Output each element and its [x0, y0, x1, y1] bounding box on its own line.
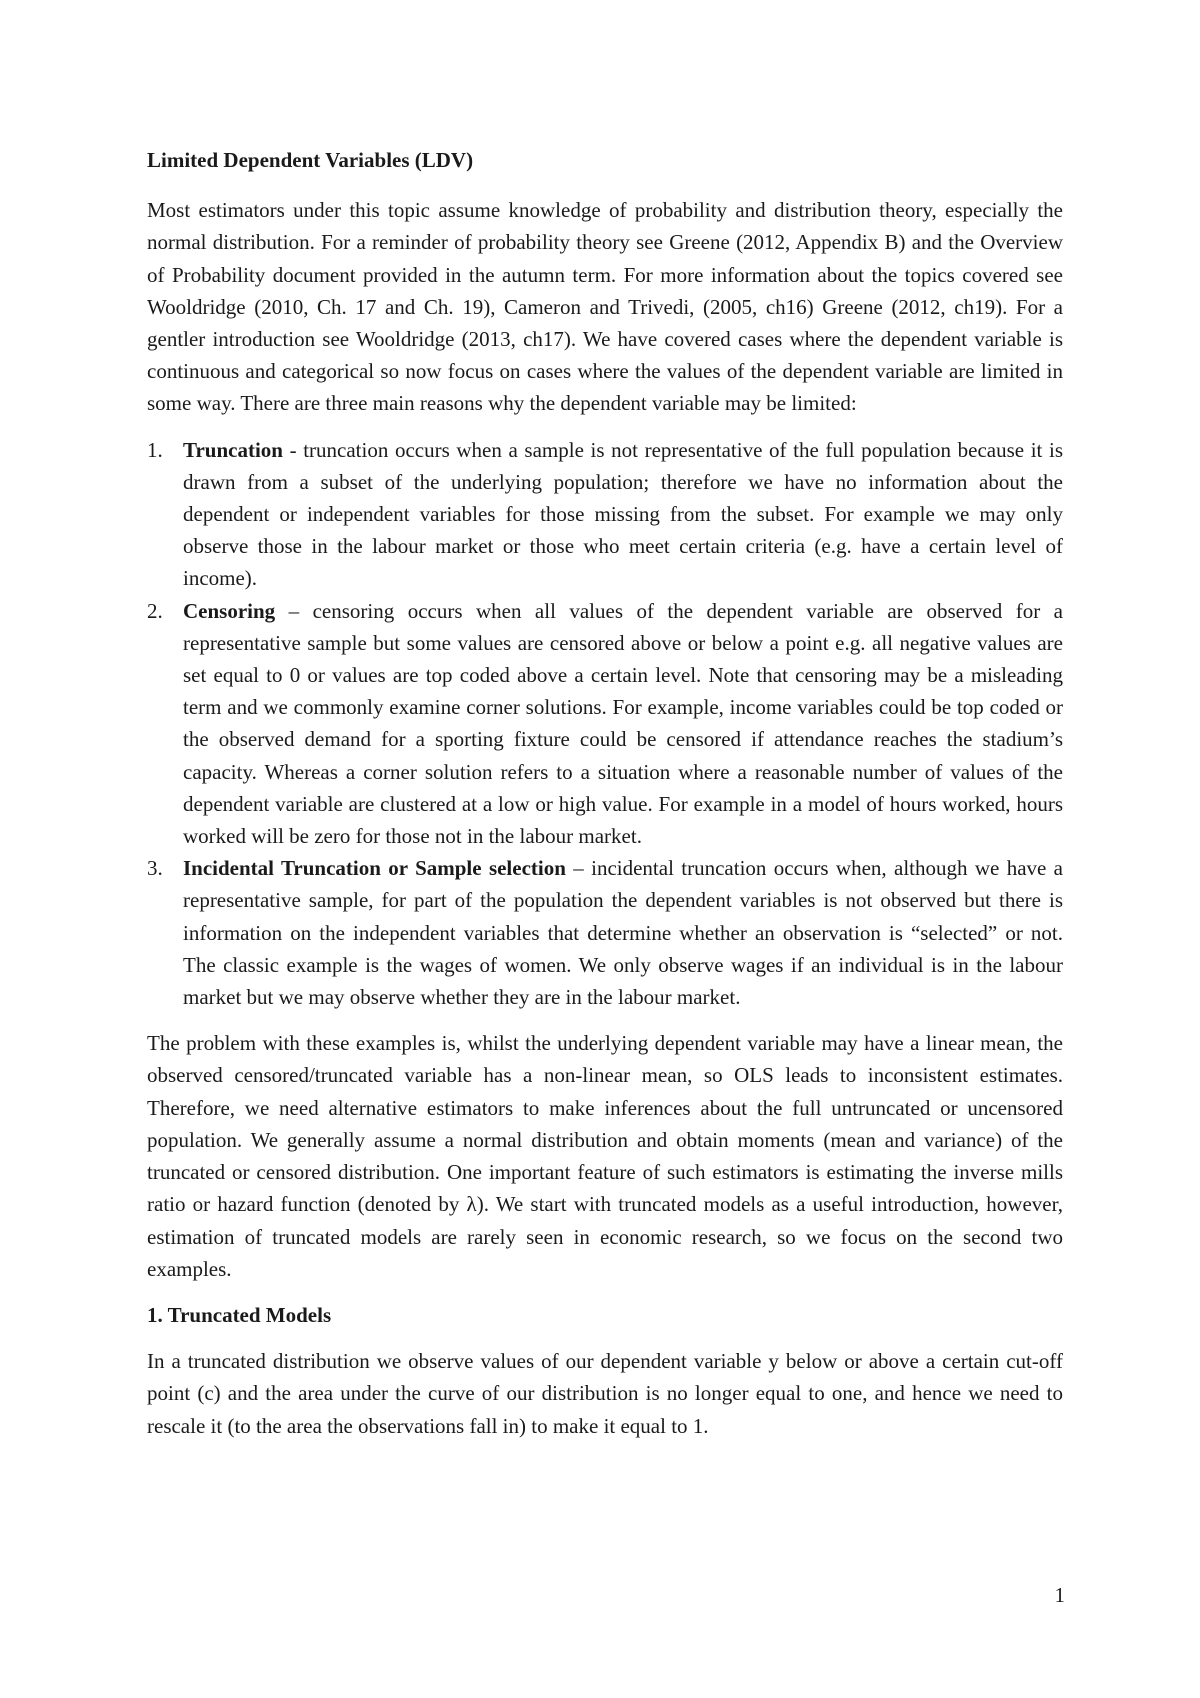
problem-paragraph: The problem with these examples is, whilst the underlying dependent variable may have a linear mean, the observed censored/truncated variable has a non-linear mean, so OLS leads to inconsistent estimates. Therefore, we need alternative estimators to make inferences about the full untruncated or uncensored population. We generally assume a normal distribution and obtain moments (mean and variance) of the truncated or censored distribution. One important feature of such estimators is estimating the inverse mills ratio or hazard function (denoted by λ). We start with truncated models as a useful introduction, however, estimation of truncated models are rarely seen in economic research, so we focus on the second two examples.: [147, 1031, 1063, 1281]
list-item-number: 2.: [147, 598, 163, 623]
list-item-term: Truncation: [183, 437, 283, 462]
section-paragraph: In a truncated distribution we observe values of our dependent variable y below or above a certain cut-off point (c) and the area under the curve of our distribution is no longer equal to one, and hence we need to rescale it (to the area the observations fall in) to make it equal to 1.: [147, 1349, 1063, 1438]
page-number: 1: [1054, 1583, 1065, 1607]
list-item-text: – censoring occurs when all values of the dependent variable are observed for a representative sample but some values are censored above or below a point e.g. all negative values are set equal to 0 or values are top coded above a certain level. Note that censoring may be a misleading term and we commonly examine corner solutions. For example, income variables could be top coded or the observed demand for a sporting fixture could be censored if attendance reaches the stadium’s capacity. Whereas a corner solution refers to a situation where a reasonable number of values of the dependent variable are clustered at a low or high value. For example in a model of hours worked, hours worked will be zero for those not in the labour market.: [183, 598, 1063, 849]
page-content: [147, 144, 1063, 1442]
section-heading: 1. Truncated Models: [147, 1302, 332, 1327]
list-item-text: - truncation occurs when a sample is not representative of the full population because it is drawn from a subset of the underlying population; therefore we have no information about the dependent or independent variables for those missing from the subset. For example we may only observe those in the labour market or those who meet certain criteria (e.g. have a certain level of income).: [183, 437, 1063, 591]
intro-paragraph: Most estimators under this topic assume knowledge of probability and distribution theory, especially the normal distribution. For a reminder of probability theory see Greene (2012, Appendix B) and the Overview of Probability document provided in the autumn term. For more information about the topics covered see Wooldridge (2010, Ch. 17 and Ch. 19), Cameron and Trivedi, (2005, ch16) Greene (2012, ch19). For a gentler introduction see Wooldridge (2013, ch17). We have covered cases where the dependent variable is continuous and categorical so now focus on cases where the values of the dependent variable are limited in some way. There are three main reasons why the dependent variable may be limited:: [147, 198, 1063, 416]
list-item: [147, 434, 1063, 595]
list-item-number: 3.: [147, 856, 163, 881]
list-item: [147, 852, 1063, 1013]
list-item-text: – incidental truncation occurs when, although we have a representative sample, for part of the population the dependent variables is not observed but there is information on the independent variables that determine whether an observation is “selected” or not. The classic example is the wages of women. We only observe wages if an individual is in the labour market but we may observe whether they are in the labour market.: [183, 856, 1064, 1010]
document-title: Limited Dependent Variables (LDV): [147, 148, 474, 172]
reasons-list: [147, 434, 1063, 1014]
list-item: [147, 595, 1063, 853]
list-item-term: Incidental Truncation or Sample selection: [183, 856, 566, 881]
list-item-number: 1.: [147, 437, 163, 462]
list-item-term: Censoring: [183, 598, 276, 623]
